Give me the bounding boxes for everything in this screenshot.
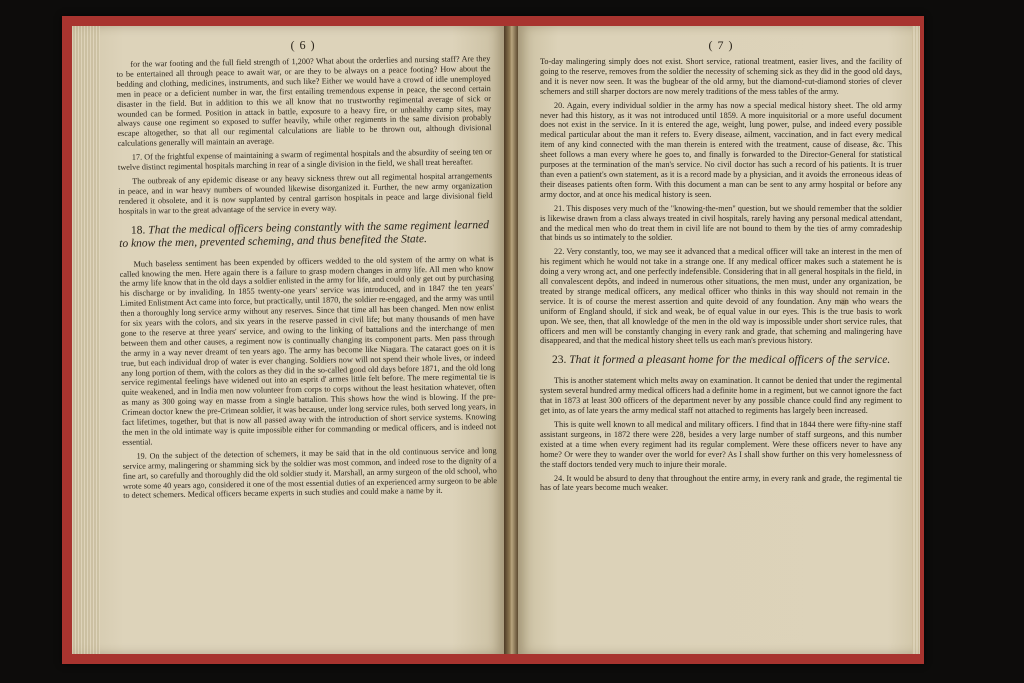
paragraph: 20. Again, every individual soldier in the army has now a special medical history sheet. The old army never had this history, as it was not introduced until 1859. A more inquisitorial or a more useful document does not exist in the service. In it is entered the age, weight, lung power, pulse, and indeed every possible medical particular about the man it refers to. Every disease, ailment, vaccination, and in fact every medical item of any kind connected with the man therein is entered with the treatment, cause of disease, &c. This sheet follows a man every where he goes to, and finally is forwarded to the Director-General for statistical purposes at the termination of the man's service. No civil doctor has such a record of his patients. It is truer than even a patient's own statement, as it is a record made by a physician, and it avoids the erroneous ideas of their diseases patients often form. With this document a man can be sent to any army hospital or before any army doctor, and at once his medical history is seen. — [540, 100, 902, 199]
section-heading — [119, 219, 493, 251]
paragraph: 24. It would be absurd to deny that throughout the entire army, in every rank and grade, the regimental tie has of late years become much weaker. — [540, 473, 902, 493]
left-page-text — [116, 35, 497, 505]
section-heading — [540, 354, 902, 367]
paragraph: To-day malingering simply does not exist. Short service, rational treatment, easier lives, and the facility of going to the reserve, removes from the soldier the necessity of scheming sick as they did in the good old days, and it is never now seen. It was the bugbear of the old army, but the diamond-cut-diamond stories of clever schemers and still sharper doctors are now merely traditions of the mess tables of the army. — [540, 57, 902, 96]
paragraph: This is quite well known to all medical and military officers. I find that in 1844 there were fifty-nine staff assistant surgeons, in 1872 there were 228, besides a very large number of staff surgeons, and this number existed at a time when every regiment had its regular complement. Were these officers never to have any home? Or were they to wander over the world for ever? As I shall show further on this very homelessness of the staff doctors tended very much to injure their morale. — [540, 420, 902, 469]
paragraph: Much baseless sentiment has been expended by officers wedded to the old system of the army on what is called knowing the men. Here again there is a failure to grasp modern changes in army life. All men who know the army life know that in the old days a soldier enlisted in the army for life, and could only get out by purchasing his discharge or by invaliding. In 1855 twenty-one years' service was introduced, and in 1847 the ten years' Limited Enlistment Act came into force, but practically, until 1870, the soldier re-engaged, and the army was until then a thoroughly long service army without any reserves. Since that time all has been changed. Men now enlist for six years with the colors, and six years in the reserve passed in civil life; but many thousands of men have gone to the reserve at three years' service, and owing to the linking of battalions and the interchange of men between them and other causes, a regiment now is continually changing its component parts. Men pass through the army in a way never dreamt of ten years ago. The army has become like Niagara. The cataract goes on it is true, but each individual drop of water is ever changing. Soldiers now will not spend their whole lives, or indeed any long portion of them, with the colors as they did in the so-called good old days before 1871, and the old long service regimental feelings have widened out into an esprit d' armes little felt before. The mere regimental tie is quite weakened, and in India men now volunteer from corps to corps without the least hesitation whatever, often as many as 300 going way en masse from a single battalion. This shows how the wind is blowing. If the pre-Crimean doctor knew the pre-Crimean soldier, it was because, under long service rules, both served long years, in fact lifetimes, together, but that is now all passed away with the introduction of short service systems. Knowing the men in the old intimate way is quite impossible either for commanding or medical officers, and is indeed not essential. — [119, 253, 497, 447]
page-number: ( 6 ) — [290, 37, 316, 53]
section-number: 18. — [130, 224, 146, 237]
book-gutter — [504, 26, 518, 654]
paragraph: The outbreak of any epidemic disease or any heavy sickness threw out all regimental hospital arrangements in peace, and in war heavy numbers of wounded likewise disorganized it. Further, the new army organization rendered it obsolete, and it is now supplanted by central garrison hospitals in peace and large divisional field hospitals in war to the great advantage of the service in every way. — [118, 171, 493, 216]
paragraph: This is another statement which melts away on examination. It cannot be denied that under the regimental system several hundred army medical officers had a definite home in a regiment, but we cannot ignore the fact that in 1873 at least 300 officers of the department never by any possible chance could find any regiment to get into, as of late years the army medical staff not attached to regiments has largely been increased. — [540, 376, 903, 416]
paragraph: for the war footing and the full field strength of 1,200? What about the orderlies and nursing staff? Are they to be entertained all through peace to await war, or are they to be always on a peace footing? How about the bedding and clothing, medicines, instruments, and such like? Either we would have a crowd of idle unemployed men in peace or a deficient number in war, the first entailing tremendous expense in peace, the second certain disaster in the field. But in addition to this we all know that no trustworthy regimental average of sick or wounded can be formed. Position in attack in battle, exposure to a heavy fire, or unhealthy camp sites, may always cause one regiment so exposed to suffer heavily, while other regiments in the same division probably escape altogether, so that all our regimental calculations are liable to be thrown out, although divisional calculations generally will maintain an average. — [116, 54, 492, 149]
paragraph: 21. This disposes very much of the "knowing-the-men" question, but we should remember that the soldier is likewise drawn from a class always treated in civil hospitals, rarely having any personal medical attendant, and the medical men who do treat them in civil life are not bound to them by the ties of army comradeship that binds us so intimately to the soldier. — [540, 203, 902, 243]
paragraph: 22. Very constantly, too, we may see it advanced that a medical officer will take an interest in the men of his regiment which he would not take in a strange one. If any medical officer makes such a statement he is doing a very wrong act, and one perfectly indefensible. Considering that in all general hospitals in the field, in all convalescent depôts, and indeed in numerous other situations, the men must, under any organization, be treated by strange medical officers, any medical officer who thinks in this way should not remain in the service. It is of course the merest assertion and quite devoid of any foundation. Any man who wears the uniform of England should, if sick and weak, be of equal value in our eyes. This is the true basis to work upon. We see, then, that all knowledge of the men in the old way is impossible under short service rules, that officers and men will be constantly changing in every rank and grade, that scheming and malingering have disappeared, and that the medical history sheet tells us each man's previous history. — [540, 247, 902, 346]
paragraph: 19. On the subject of the detection of schemers, it may be said that in the old continuous service and long service army, malingering or shamming sick by the soldier was most common, and indeed rose to the dignity of a fine art, so carefully and thoroughly did the old soldier study it. Marshall, an army surgeon of the old school, who wrote some 40 years ago, considered it one of the most essential duties of an experienced army surgeon to be able to detect schemers. Medical officers became experts in such studies and could make a name by it. — [122, 445, 498, 501]
page-edges — [72, 26, 100, 654]
section-title: That it formed a pleasant home for the medical officers of the service. — [569, 354, 891, 367]
right-page-text — [540, 38, 902, 497]
page-number: ( 7 ) — [708, 38, 734, 52]
section-title: That the medical officers being constantly with the same regiment learned to know the men, prevented scheming, and thus benefited the State. — [119, 218, 489, 250]
right-page — [518, 26, 920, 654]
page-edges — [912, 26, 920, 654]
section-number: 23. — [552, 354, 567, 367]
left-page — [72, 26, 504, 654]
paragraph: 17. Of the frightful expense of maintaining a swarm of regimental hospitals and the absurdity of seeing ten or twelve distinct regimental hospitals marching in rear of a single division in the field, we shall treat hereafter. — [117, 147, 492, 172]
